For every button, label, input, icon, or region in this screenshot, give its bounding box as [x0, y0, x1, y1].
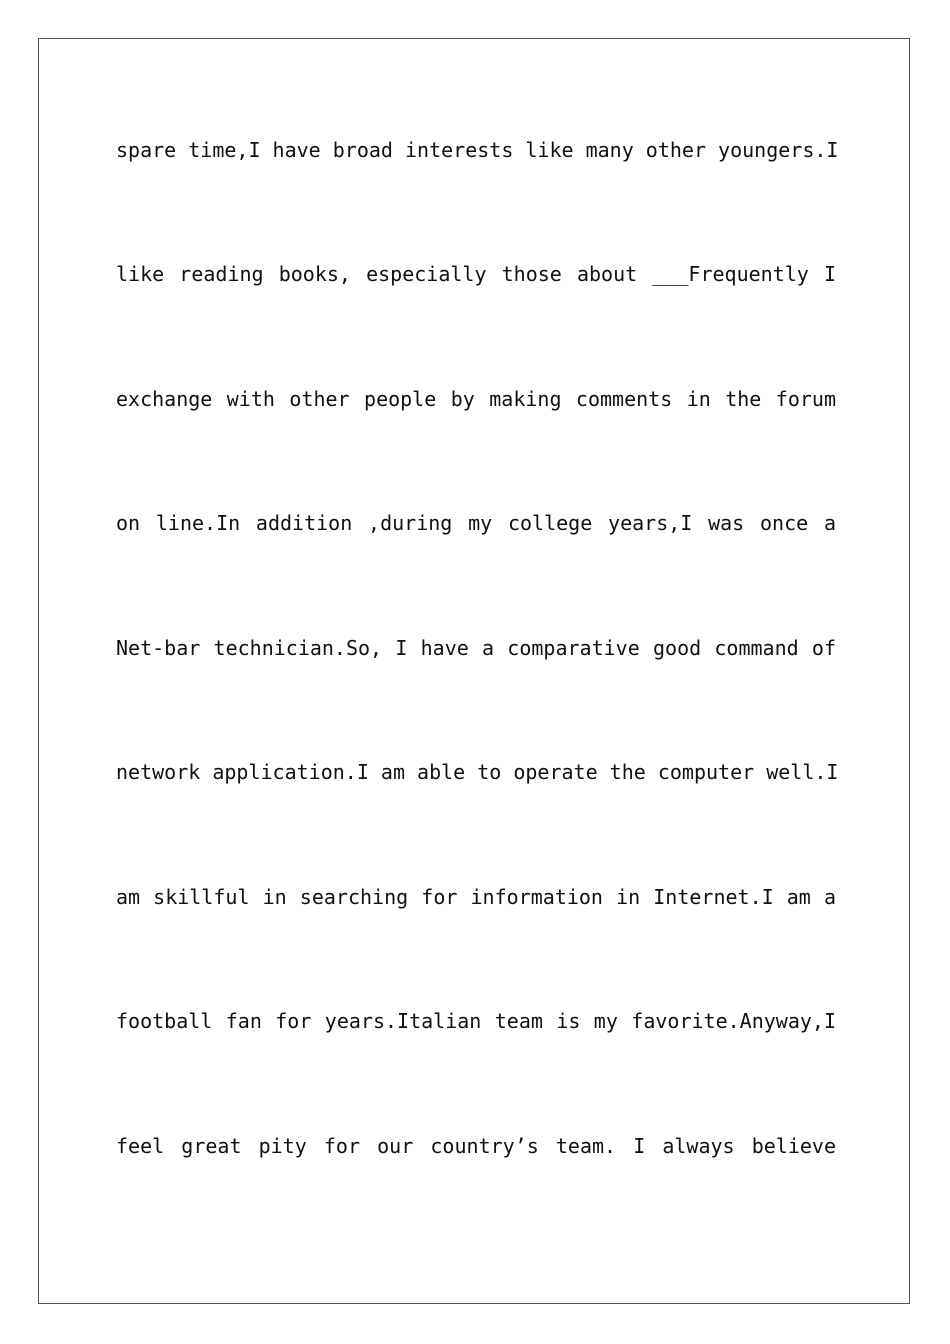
text-line: like reading books, especially those about ___Frequently I	[116, 262, 836, 286]
text-line: spare time,I have broad interests like many other youngers.I	[116, 138, 839, 162]
text-line: on line.In addition ,during my college years,I was once a	[116, 511, 836, 535]
text-line: network application.I am able to operate the computer well.I	[116, 760, 839, 784]
text-line: Net-bar technician.So, I have a comparative good command of	[116, 636, 836, 660]
text-line: football fan for years.Italian team is my favorite.Anyway,I	[116, 1009, 836, 1033]
text-line: exchange with other people by making comments in the forum	[116, 387, 836, 411]
text-line: am skillful in searching for information in Internet.I am a	[116, 885, 836, 909]
text-line: feel great pity for our country’s team. I always believe	[116, 1134, 836, 1158]
page-border	[38, 38, 910, 1304]
